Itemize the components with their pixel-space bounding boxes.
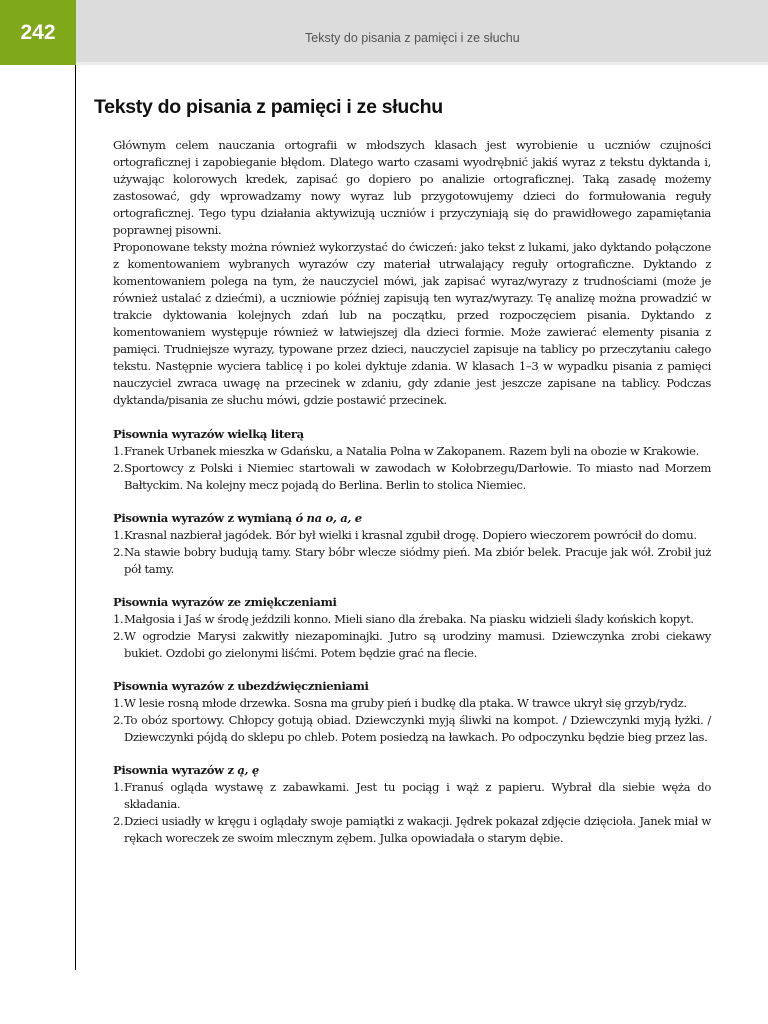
exercise-list	[113, 443, 711, 494]
section-heading: Pisownia wyrazów z wymianą ó na o, a, e	[113, 511, 362, 525]
list-item: 2. Na stawie bobry budują tamy. Stary bóbr wlecze siódmy pień. Ma zbiór belek. Pracuje jak wół. Zrobił już pół tamy.	[113, 545, 711, 576]
chapter-title: Teksty do pisania z pamięci i ze słuchu	[94, 96, 443, 118]
section-heading: Pisownia wyrazów z ą, ę	[113, 763, 259, 777]
intro-paragraph: Proponowane teksty można również wykorzystać do ćwiczeń: jako tekst z lukami, jako dyktando połączone z komentowaniem wybranych wyrazów czy materiał utrwalający reguły ortograficzne. Dyktando z komentowaniem polega na tym, że nauczyciel mówi, jak zapisać wyraz/wyrazy z trudnościami (może je również ustalać z dziećmi), a uczniowie później zapisują ten wyraz/wyrazy. Tę analizę można prowadzić w trakcie dyktowania kolejnych zdań lub na początku, przed rozpoczęciem pisania. Dyktando z komentowaniem występuje również w łatwiejszej dla dzieci formie. Może zawierać elementy pisania z pamięci. Trudniejsze wyrazy, typowane przez dzieci, nauczyciel zapisuje na tablicy po przeczytaniu całego tekstu. Następnie wyciera tablicę i po kolei dyktuje zdania. W klasach 1–3 w wypadku pisania z pamięci nauczyciel zwraca uwagę na przecinek w zdaniu, gdy zdanie jest jeszcze zapisane na tablicy. Podczas dyktanda/pisania ze słuchu mówi, gdzie postawić przecinek.	[113, 240, 711, 407]
margin-rule	[75, 65, 76, 970]
list-item: 2. Sportowcy z Polski i Niemiec startowali w zawodach w Kołobrzegu/Darłowie. To miasto nad Morzem Bałtyckim. Na kolejny mecz pojadą do Berlina. Berlin to stolica Niemiec.	[113, 461, 711, 492]
exercise-list	[113, 695, 711, 746]
list-item: 1. Franuś ogląda wystawę z zabawkami. Jest tu pociąg i wąż z papieru. Wybrał dla siebie węża do składania.	[113, 780, 711, 811]
section-heading: Pisownia wyrazów z ubezdźwięcznieniami	[113, 679, 369, 693]
page-number: 242	[0, 0, 76, 65]
section-o-exchange	[113, 510, 711, 578]
list-item: 2. Dzieci usiadły w kręgu i oglądały swoje pamiątki z wakacji. Jędrek pokazał zdjęcie dzięcioła. Janek miał w rękach woreczek ze swoim mlecznym zębem. Julka opowiadała o starym dębie.	[113, 814, 711, 845]
header-divider	[0, 62, 768, 65]
exercise-list	[113, 527, 711, 578]
list-item: 2. To obóz sportowy. Chłopcy gotują obiad. Dziewczynki myją śliwki na kompot. / Dziewczynki myją łyżki. / Dziewczynki pójdą do sklepu po chleb. Potem posiedzą na ławkach. Po odpoczynku będzie bieg przez las.	[113, 713, 711, 744]
list-item: 1. Krasnal nazbierał jagódek. Bór był wielki i krasnal zgubił drogę. Dopiero wieczorem powrócił do domu.	[113, 528, 697, 542]
running-title: Teksty do pisania z pamięci i ze słuchu	[305, 31, 520, 45]
intro-paragraph: Głównym celem nauczania ortografii w młodszych klasach jest wyrobienie u uczniów czujności ortograficznej i zapobieganie błędom. Dlatego warto czasami wyodrębnić jakiś wyraz z tekstu dyktanda i, używając kolorowych kredek, zapisać go dopiero po analizie ortograficznej. Taką zasadę możemy zastosować, gdy wprowadzamy nowy wyraz lub przygotowujemy dzieci do formułowania reguły ortograficznej. Tego typu działania aktywizują uczniów i przyczyniają się do prawidłowego zapamiętania poprawnej pisowni.	[113, 138, 711, 237]
section-softening	[113, 594, 711, 662]
page-body	[113, 137, 711, 847]
section-heading: Pisownia wyrazów ze zmiękczeniami	[113, 595, 337, 609]
exercise-list	[113, 779, 711, 847]
section-capital-letters	[113, 426, 711, 494]
list-item: 1. Franek Urbanek mieszka w Gdańsku, a Natalia Polna w Zakopanem. Razem byli na obozie w Krakowie.	[113, 444, 699, 458]
list-item: 2. W ogrodzie Marysi zakwitły niezapominajki. Jutro są urodziny mamusi. Dziewczynka zrobi ciekawy bukiet. Ozdobi go zielonymi liśćmi. Potem będzie grać na flecie.	[113, 629, 711, 660]
section-devoicing	[113, 678, 711, 746]
list-item: 1. Małgosia i Jaś w środę jeździli konno. Mieli siano dla źrebaka. Na piasku widzieli ślady końskich kopyt.	[113, 612, 694, 626]
section-nasal-vowels	[113, 762, 711, 847]
list-item: 1. W lesie rosną młode drzewka. Sosna ma gruby pień i budkę dla ptaka. W trawce ukrył się grzyb/rydz.	[113, 696, 687, 710]
exercise-list	[113, 611, 711, 662]
section-heading: Pisownia wyrazów wielką literą	[113, 427, 304, 441]
